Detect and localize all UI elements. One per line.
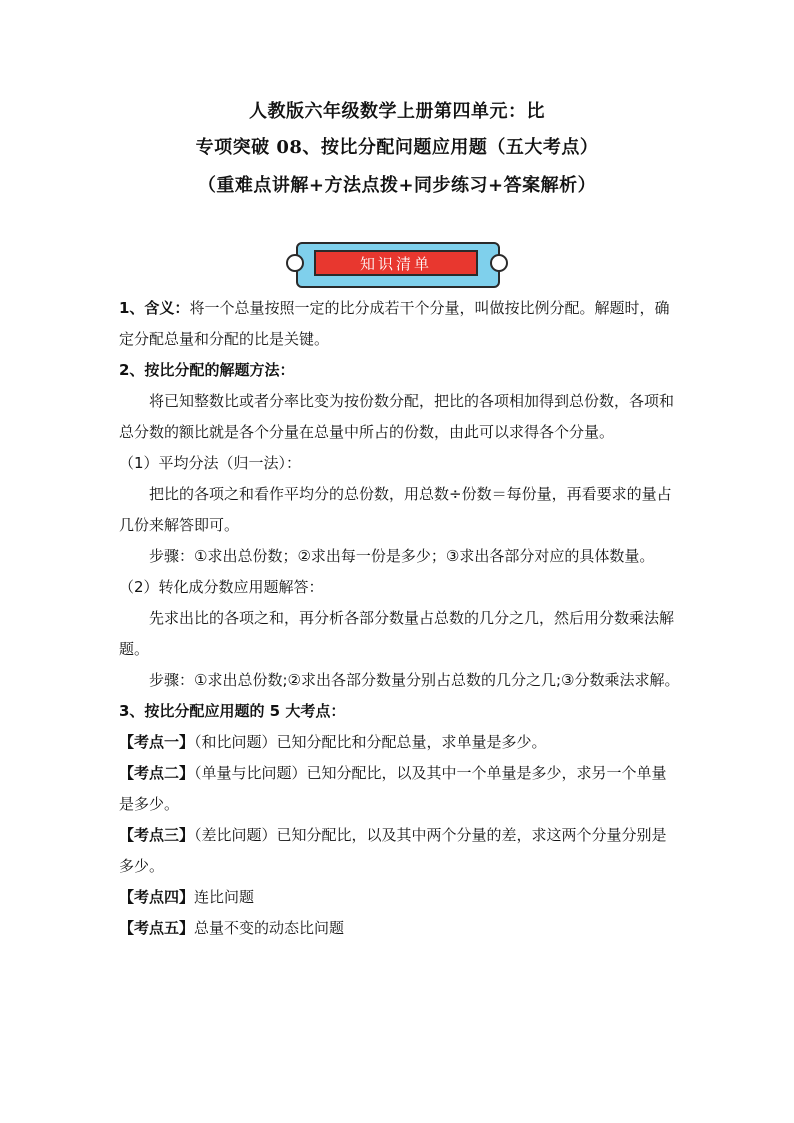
- point-5-tag: 【考点五】: [119, 919, 195, 937]
- method-2-text: 先求出比的各项之和，再分析各部分数量占总数的几分之几，然后用分数乘法解题。: [119, 609, 675, 658]
- point-1-text: （和比问题）已知分配比和分配总量，求单量是多少。: [194, 733, 547, 751]
- method-1-title: （1）平均分法（归一法）：: [119, 454, 302, 472]
- point-4: [119, 882, 681, 913]
- point-1: [119, 727, 681, 758]
- method-1-steps: 步骤：①求出总份数；②求出每一份是多少；③求出各部分对应的具体数量。: [149, 547, 655, 565]
- point-2-text: （单量与比问题）已知分配比，以及其中一个单量是多少，求另一个单量是多少。: [119, 764, 667, 813]
- banner-label: 知识清单: [314, 250, 478, 276]
- section-1-heading: 1、含义：: [119, 299, 190, 317]
- banner-pin-right-icon: [490, 254, 508, 272]
- point-5-text: 总量不变的动态比问题: [194, 919, 345, 937]
- point-2: [119, 758, 681, 820]
- point-1-tag: 【考点一】: [119, 733, 195, 751]
- point-5: [119, 913, 681, 944]
- section-3-heading: 3、按比分配应用题的 5 大考点：: [119, 702, 346, 720]
- point-3: [119, 820, 681, 882]
- point-3-tag: 【考点三】: [119, 826, 195, 844]
- section-2-heading: 2、按比分配的解题方法：: [119, 361, 295, 379]
- section-1-text: 将一个总量按照一定的比分成若干个分量，叫做按比例分配。解题时，确定分配总量和分配的比是关键。: [119, 299, 670, 348]
- knowledge-list-banner: [284, 242, 510, 286]
- point-4-text: 连比问题: [194, 888, 255, 906]
- document-subtitle: 专项突破 08、按比分配问题应用题（五大考点）: [195, 137, 599, 158]
- document-tagline: （重难点讲解+方法点拨+同步练习+答案解析）: [197, 175, 597, 196]
- method-2-title: （2）转化成分数应用题解答：: [119, 578, 324, 596]
- section-2-intro: 将已知整数比或者分率比变为按份数分配，把比的各项相加得到总份数，各项和总分数的额比就是各个分量在总量中所占的份数，由此可以求得各个分量。: [119, 392, 675, 441]
- method-1-text: 把比的各项之和看作平均分的总份数，用总数÷份数＝每份量，再看要求的量占几份来解答即可。: [119, 485, 672, 534]
- point-3-text: （差比问题）已知分配比，以及其中两个分量的差，求这两个分量分别是多少。: [119, 826, 667, 875]
- point-4-tag: 【考点四】: [119, 888, 195, 906]
- method-2-steps: 步骤：①求出总份数;②求出各部分数量分别占总数的几分之几;③分数乘法求解。: [149, 671, 680, 689]
- banner-pin-left-icon: [286, 254, 304, 272]
- point-2-tag: 【考点二】: [119, 764, 195, 782]
- document-body: [119, 293, 681, 944]
- document-title: 人教版六年级数学上册第四单元：比: [249, 101, 545, 122]
- section-1: [119, 293, 681, 355]
